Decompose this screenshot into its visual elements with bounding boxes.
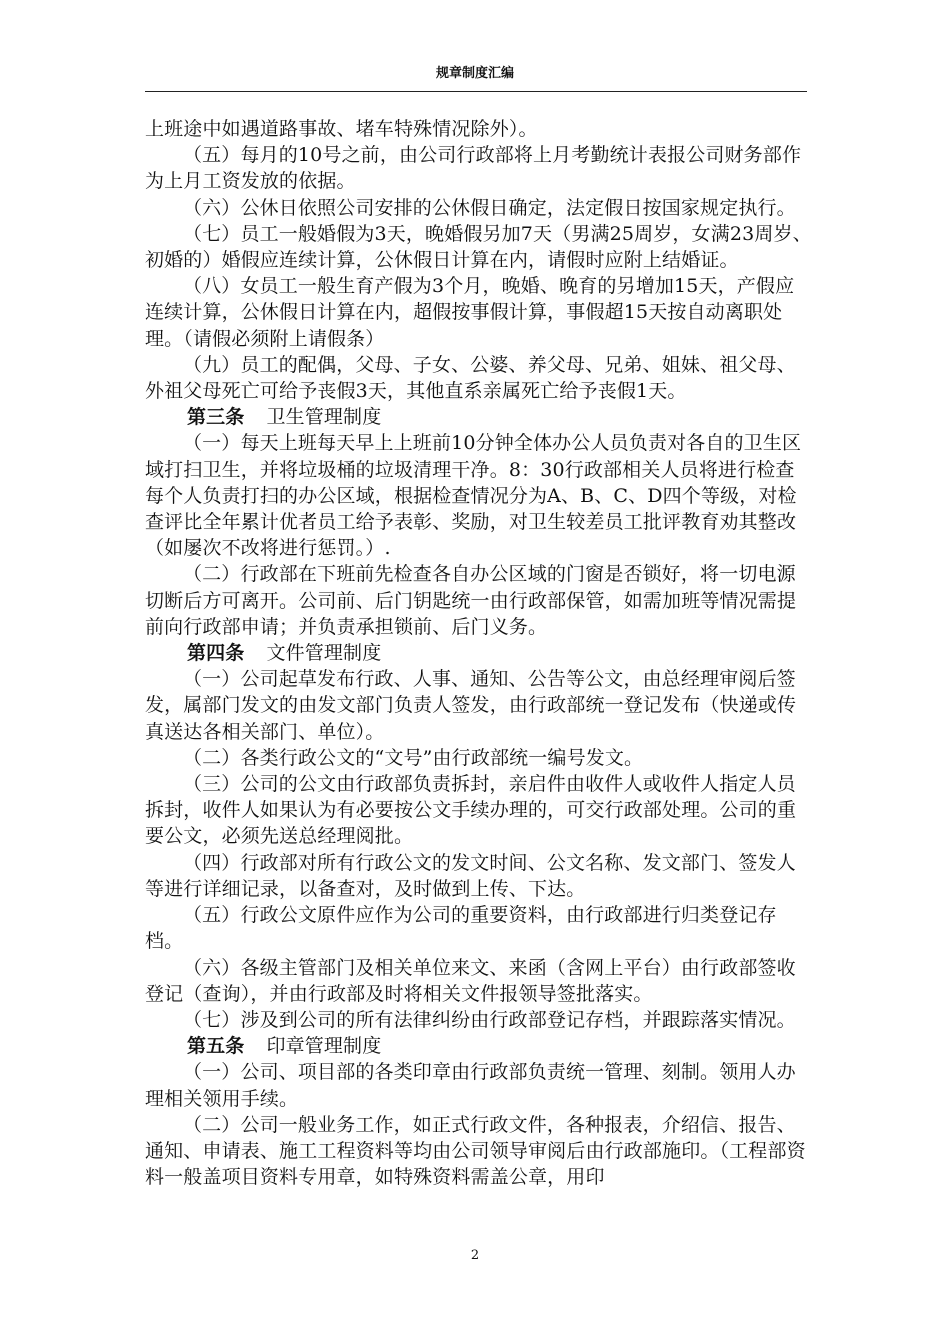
article-title: 印章管理制度 <box>266 1035 382 1058</box>
clause-paragraph: （九）员工的配偶，父母、子女、公婆、养父母、兄弟、姐妹、祖父母、外祖父母死亡可给予丧假3天，其他直系亲属死亡给予丧假1天。 <box>145 353 796 403</box>
header-divider <box>145 91 807 92</box>
clause-paragraph: （三）公司的公文由行政部负责拆封，亲启件由收件人或收件人指定人员拆封，收件人如果认为有必要按公文手续办理的，可交行政部处理。公司的重要公文，必须先送总经理阅批。 <box>145 773 797 848</box>
clause-paragraph: （一）每天上班每天早上上班前10分钟全体办公人员负责对各自的卫生区域打扫卫生，并将垃圾桶的垃圾清理干净。8：30行政部相关人员将进行检查每个人负责打扫的办公区域，根据检查情况分为A、B、C、D四个等级，对检查评比全年累计优者员工给予表彰、奖励，对卫生较差员工批评教育劝其整改（如屡次不改将进行惩罚。）. <box>145 432 802 560</box>
page-number: 2 <box>470 1248 480 1263</box>
article-heading <box>145 404 813 430</box>
continuation-paragraph: 上班途中如遇道路事故、堵车特殊情况除外）。 <box>145 118 538 140</box>
clause-paragraph: （八）女员工一般生育产假为3个月，晚婚、晚育的另增加15天，产假应连续计算，公休假日计算在内，超假按事假计算，事假超15天按自动离职处理。（请假必须附上请假条） <box>145 275 795 350</box>
clause-paragraph: （四）行政部对所有行政公文的发文时间、公文名称、发文部门、签发人等进行详细记录，以备查对，及时做到上传、下达。 <box>145 851 796 900</box>
article-number: 第三条 <box>187 406 245 429</box>
article-number: 第四条 <box>187 642 245 665</box>
article-heading <box>145 1033 813 1059</box>
clause-paragraph: （一）公司、项目部的各类印章由行政部负责统一管理、刻制。领用人办理相关领用手续。 <box>145 1061 796 1110</box>
clause-paragraph: （五）行政公文原件应作为公司的重要资料，由行政部进行归类登记存档。 <box>145 904 777 953</box>
clause-paragraph: （一）公司起草发布行政、人事、通知、公告等公文，由总经理审阅后签发，属部门发文的由发文部门负责人签发，由行政部统一登记发布（快递或传真送达各相关部门、单位）。 <box>145 668 797 743</box>
article-number: 第五条 <box>187 1035 245 1058</box>
clause-paragraph: （六）公休日依照公司安排的公休假日确定，法定假日按国家规定执行。 <box>183 196 796 219</box>
page-header-title: 规章制度汇编 <box>435 66 514 81</box>
document-body <box>145 116 813 1190</box>
clause-paragraph: （七）涉及到公司的所有法律纠纷由行政部登记存档，并跟踪落实情况。 <box>183 1008 796 1031</box>
clause-paragraph: （二）各类行政公文的“文号”由行政部统一编号发文。 <box>183 746 644 769</box>
clause-paragraph: （二）公司一般业务工作，如正式行政文件，各种报表，介绍信、报告、通知、申请表、施工工程资料等均由公司领导审阅后由行政部施印。（工程部资料一般盖项目资料专用章，如特殊资料需盖公章，用印 <box>145 1113 806 1189</box>
clause-paragraph: （六）各级主管部门及相关单位来文、来函（含网上平台）由行政部签收登记（查询），并由行政部及时将相关文件报领导签批落实。 <box>145 956 796 1005</box>
article-title: 文件管理制度 <box>266 642 382 665</box>
clause-paragraph: （五）每月的10号之前，由公司行政部将上月考勤统计表报公司财务部作为上月工资发放的依据。 <box>145 144 802 193</box>
clause-paragraph: （七）员工一般婚假为3天，晚婚假另加7天（男满25周岁，女满23周岁、初婚的）婚假应连续计算，公休假日计算在内，请假时应附上结婚证。 <box>145 222 812 272</box>
clause-paragraph: （二）行政部在下班前先检查各自办公区域的门窗是否锁好，将一切电源切断后方可离开。公司前、后门钥匙统一由行政部保管，如需加班等情况需提前向行政部申请；并负责承担锁前、后门义务。 <box>145 563 797 638</box>
article-title: 卫生管理制度 <box>266 406 382 429</box>
article-heading <box>145 640 813 666</box>
